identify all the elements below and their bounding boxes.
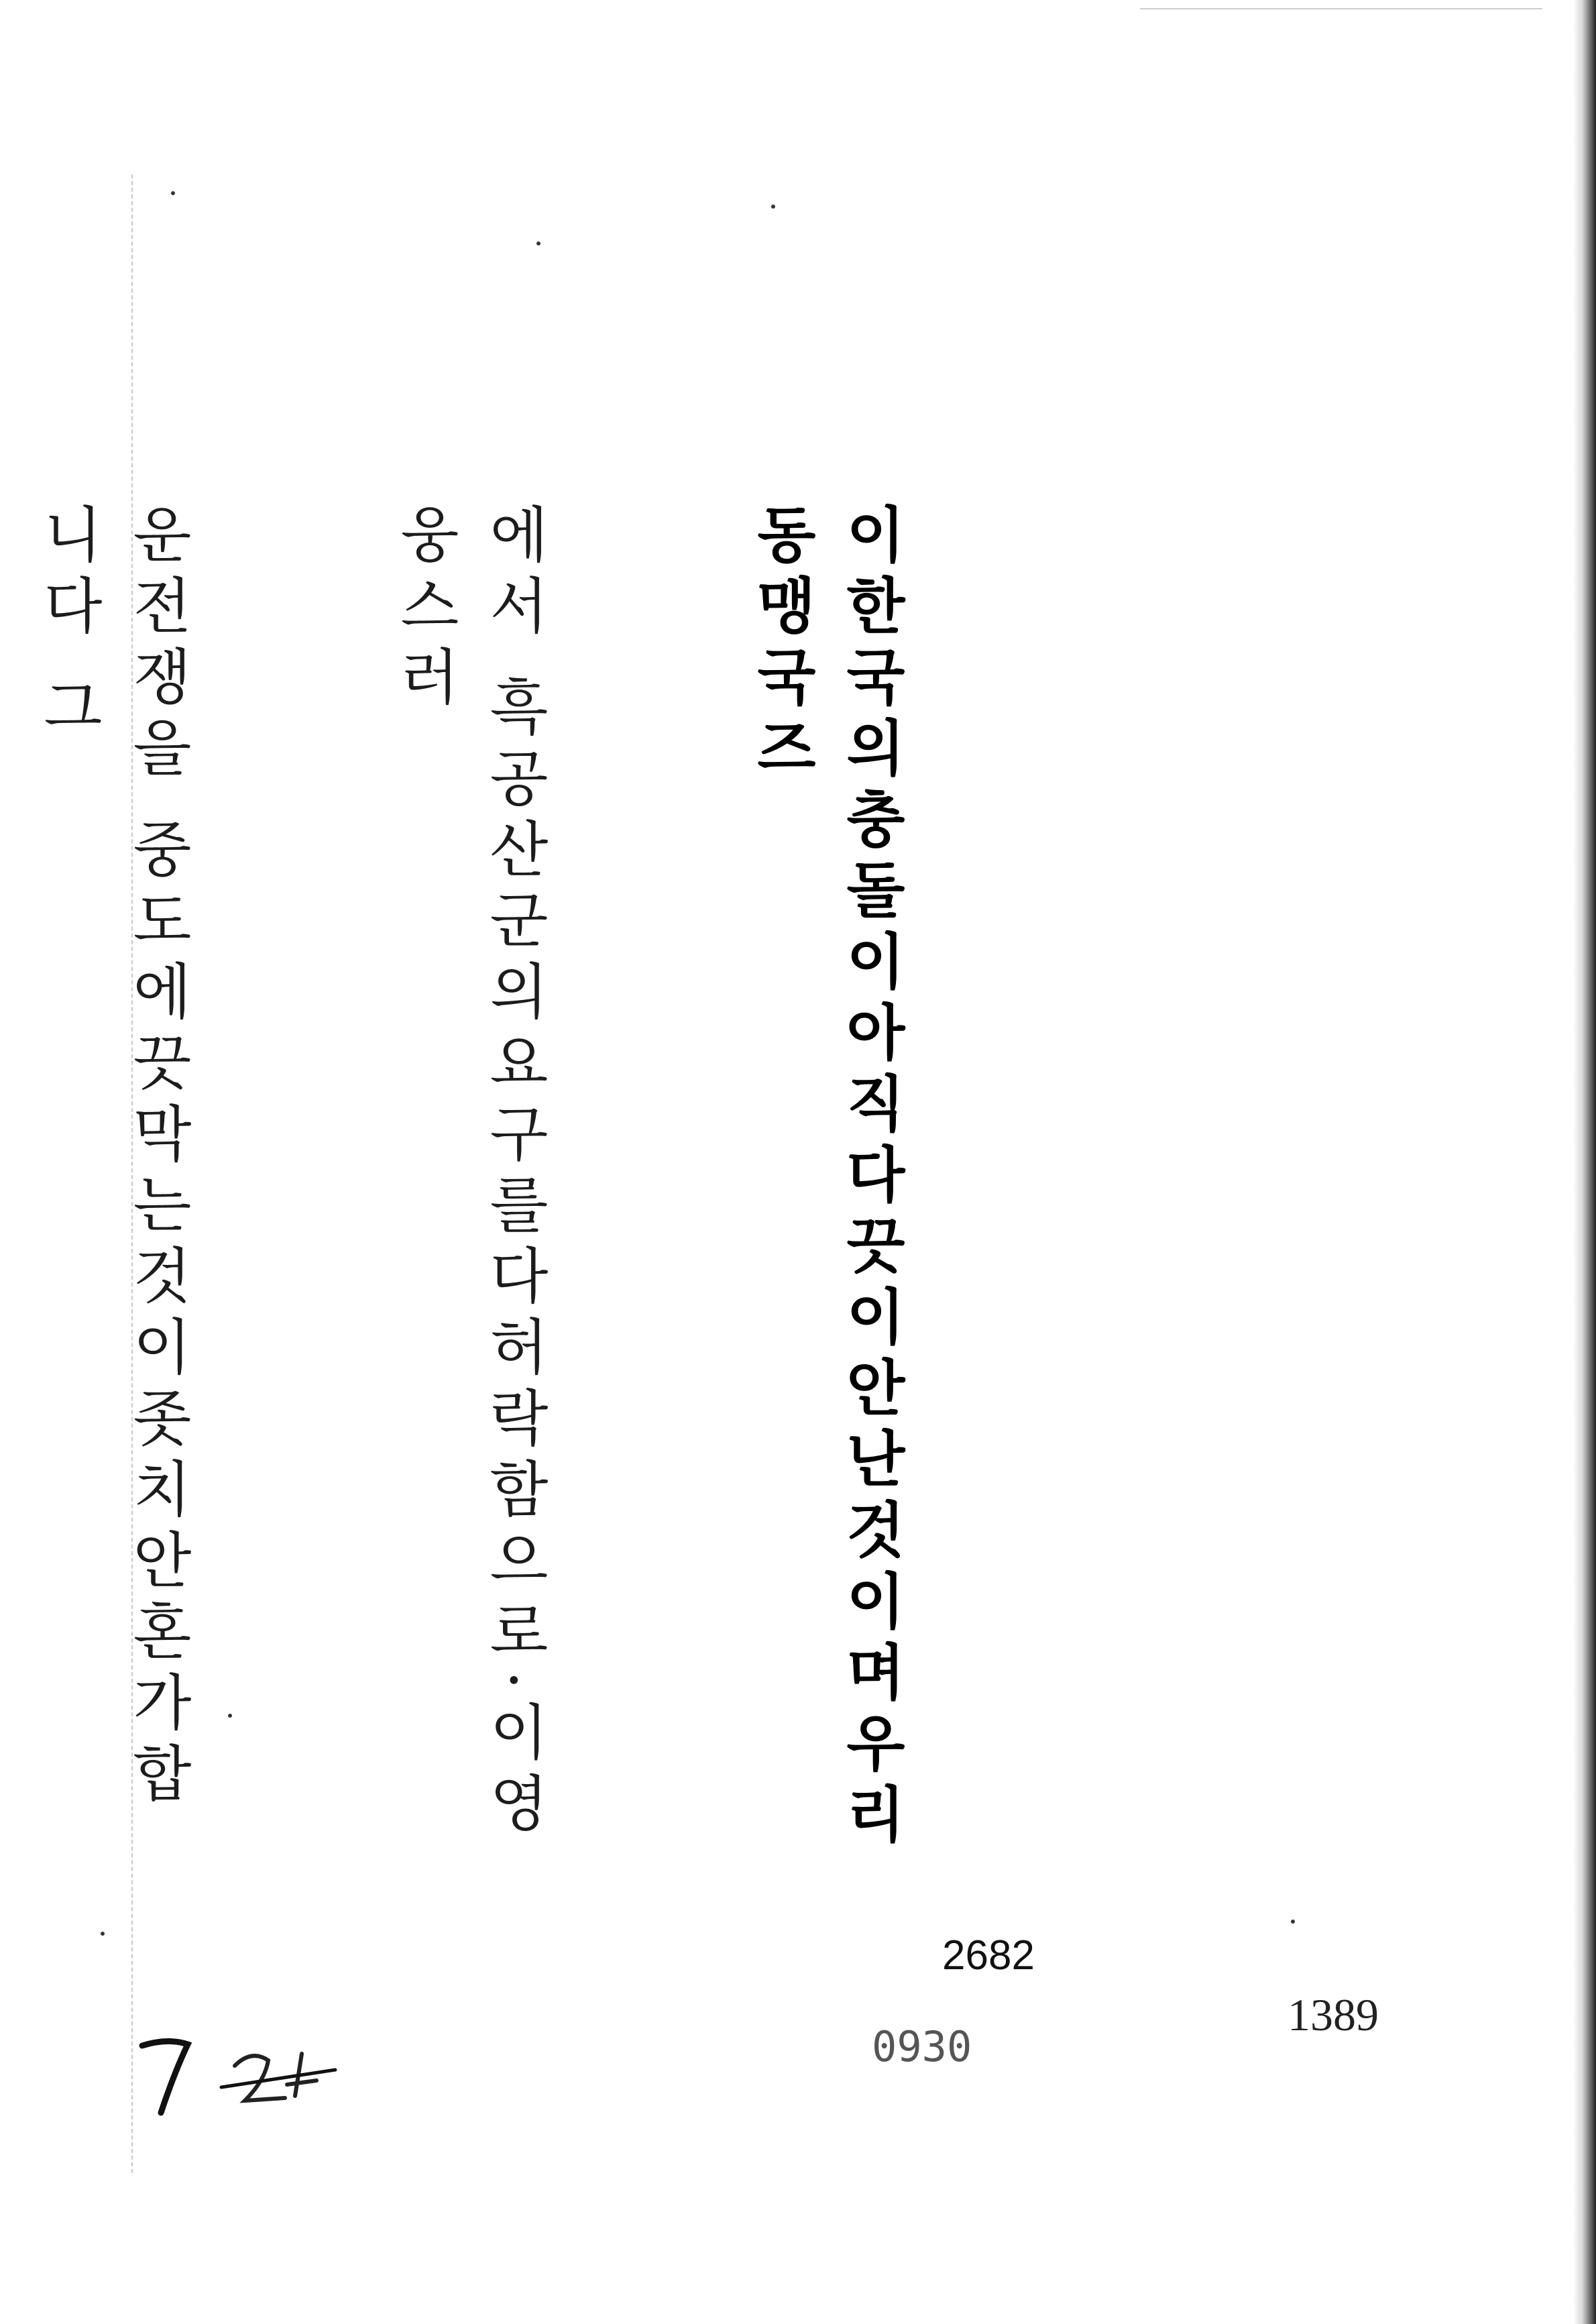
- handwritten-mark: [134, 2026, 376, 2126]
- scan-speck: [101, 1932, 105, 1936]
- handwritten-number: 1389: [1288, 1989, 1379, 2040]
- stamp-number: 0930: [872, 2022, 972, 2071]
- vertical-korean-text: [32, 503, 1093, 1878]
- page-edge-shadow: [1573, 0, 1596, 2324]
- scan-speck: [771, 205, 775, 209]
- scan-speck: [1291, 1920, 1295, 1924]
- text-line: 에서 흑공산군의요구를다허락함으로·이영웅스러: [389, 503, 549, 1843]
- page-top-edge: [1140, 8, 1542, 9]
- text-line-title: 이한국의충돌이아직다끗이안난것이며우리동맹국즈: [746, 503, 906, 1854]
- scan-speck: [536, 241, 540, 245]
- text-line: 운전쟁을 중도에끗막는것이좃치안혼가합니다 그: [32, 503, 192, 1813]
- scan-speck: [171, 191, 175, 195]
- page-number: 2682: [942, 1932, 1035, 1979]
